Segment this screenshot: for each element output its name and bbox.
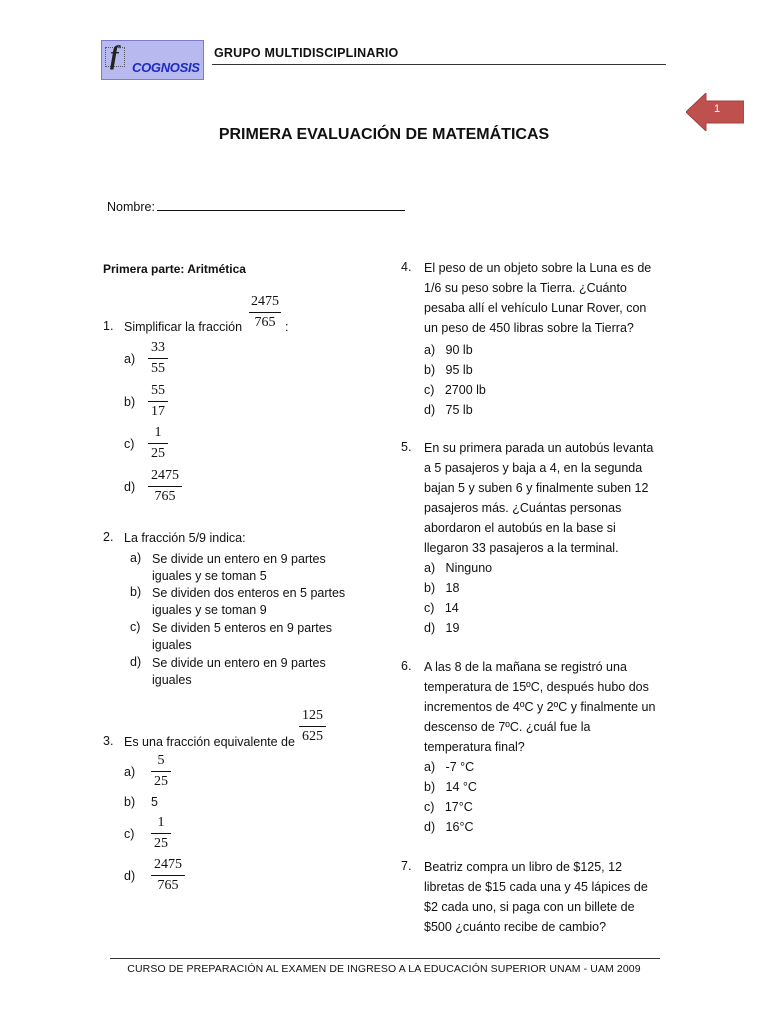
q1-option-d[interactable]: 2475 765	[148, 468, 182, 505]
q2-option-c[interactable]: Se dividen 5 enteros en 9 partes iguales	[152, 621, 332, 652]
q2-text: La fracción 5/9 indica:	[124, 531, 246, 545]
q5-text: En su primera parada un autobús levanta a 5 pasajeros y baja a 4, en la segunda bajan 5 y suben 6 y finalmente suben 12 pasajeros más. ¿Cuántas personas abordaron el autobús en la base si llegaron 33 pasajeros a la terminal.	[424, 441, 654, 555]
q4-option-b[interactable]: b) 95 lb	[424, 363, 473, 377]
q3-option-a[interactable]: 5 25	[151, 753, 171, 790]
q7-number: 7.	[401, 859, 412, 873]
q5-option-a[interactable]: a) Ninguno	[424, 561, 493, 575]
q6-option-a[interactable]: a) -7 °C	[424, 760, 475, 774]
footer-text: CURSO DE PREPARACIÓN AL EXAMEN DE INGRESO A LA EDUCACIÓN SUPERIOR UNAM - UAM 2009	[127, 963, 641, 975]
q3-option-d[interactable]: 2475 765	[151, 857, 185, 894]
q3-text: Es una fracción equivalente de	[124, 735, 295, 749]
q1-option-d-label: d)	[124, 480, 136, 494]
q6-option-c[interactable]: c) 17°C	[424, 800, 473, 814]
q5-number: 5.	[401, 440, 412, 454]
name-field[interactable]	[107, 198, 405, 214]
q2-option-d[interactable]: Se divide un entero en 9 partes iguales	[152, 656, 326, 687]
q4-option-d[interactable]: d) 75 lb	[424, 403, 473, 417]
q4-text: El peso de un objeto sobre la Luna es de 1/6 su peso sobre la Tierra. ¿Cuánto pesaba allí el vehículo Lunar Rover, con un peso de 450 libras sobre la Tierra?	[424, 261, 652, 335]
q3-option-c-label: c)	[124, 827, 135, 841]
q4-number: 4.	[401, 260, 412, 274]
page-number: 1	[714, 103, 721, 115]
logo-f-glyph: f	[110, 41, 119, 70]
q1-option-c[interactable]: 1 25	[148, 425, 168, 462]
q2-option-c-label: c)	[130, 620, 141, 634]
q2-number: 2.	[103, 530, 114, 544]
q1-option-a[interactable]: 33 55	[148, 340, 168, 377]
q1-colon: :	[285, 320, 289, 334]
q3-option-b-label: b)	[124, 795, 136, 809]
page-title: PRIMERA EVALUACIÓN DE MATEMÁTICAS	[218, 126, 550, 143]
q5-option-d[interactable]: d) 19	[424, 621, 460, 635]
q2-option-b-label: b)	[130, 585, 142, 599]
q7-text: Beatriz compra un libro de $125, 12 libretas de $15 cada una y 45 lápices de $2 cada uno, si paga con un billete de $500 ¿cuánto recibe de cambio?	[424, 860, 648, 934]
q6-options	[424, 757, 477, 837]
q1-fraction: 2475 765	[251, 294, 279, 330]
q2-option-a-label: a)	[130, 551, 142, 565]
footer-rule	[110, 958, 660, 959]
name-blank-line[interactable]	[157, 198, 405, 211]
q3-option-d-label: d)	[124, 869, 136, 883]
section-heading: Primera parte: Aritmética	[103, 262, 246, 276]
q2-option-b[interactable]: Se dividen dos enteros en 5 partes iguales y se toman 9	[152, 586, 346, 617]
q3-option-c[interactable]: 1 25	[151, 815, 171, 852]
q2-option-d-label: d)	[130, 655, 142, 669]
org-name: GRUPO MULTIDISCIPLINARIO	[214, 46, 399, 60]
q3-fraction: 125 625	[299, 708, 326, 745]
cognosis-logo	[101, 40, 204, 80]
q3-number: 3.	[103, 734, 114, 748]
q1-option-a-label: a)	[124, 352, 136, 366]
q3-option-a-label: a)	[124, 765, 136, 779]
q1-option-b[interactable]: 55 17	[148, 383, 168, 420]
logo-text: COGNOSIS	[132, 60, 200, 75]
q6-text: A las 8 de la mañana se registró una temperatura de 15ºC, después hubo dos incrementos de 4ºC y 2ºC y finalmente un descenso de 7ºC. ¿cuál fue la temperatura final?	[424, 660, 656, 754]
q6-number: 6.	[401, 659, 412, 673]
q6-option-b[interactable]: b) 14 °C	[424, 780, 477, 794]
q4-option-c[interactable]: c) 2700 lb	[424, 383, 486, 397]
q6-option-d[interactable]: d) 16°C	[424, 820, 474, 834]
name-label: Nombre:	[107, 200, 155, 214]
q1-option-c-label: c)	[124, 437, 135, 451]
q5-options	[424, 558, 492, 638]
q1-number: 1.	[103, 319, 114, 333]
q3-option-b[interactable]: 5	[151, 795, 158, 809]
q1-text: Simplificar la fracción	[124, 320, 243, 334]
q1-option-b-label: b)	[124, 395, 136, 409]
q4-option-a[interactable]: a) 90 lb	[424, 343, 473, 357]
q2-option-a[interactable]: Se divide un entero en 9 partes iguales y se toman 5	[152, 552, 326, 583]
header-rule	[212, 64, 666, 65]
q5-option-b[interactable]: b) 18	[424, 581, 460, 595]
q4-options	[424, 340, 486, 420]
q5-option-c[interactable]: c) 14	[424, 601, 459, 615]
